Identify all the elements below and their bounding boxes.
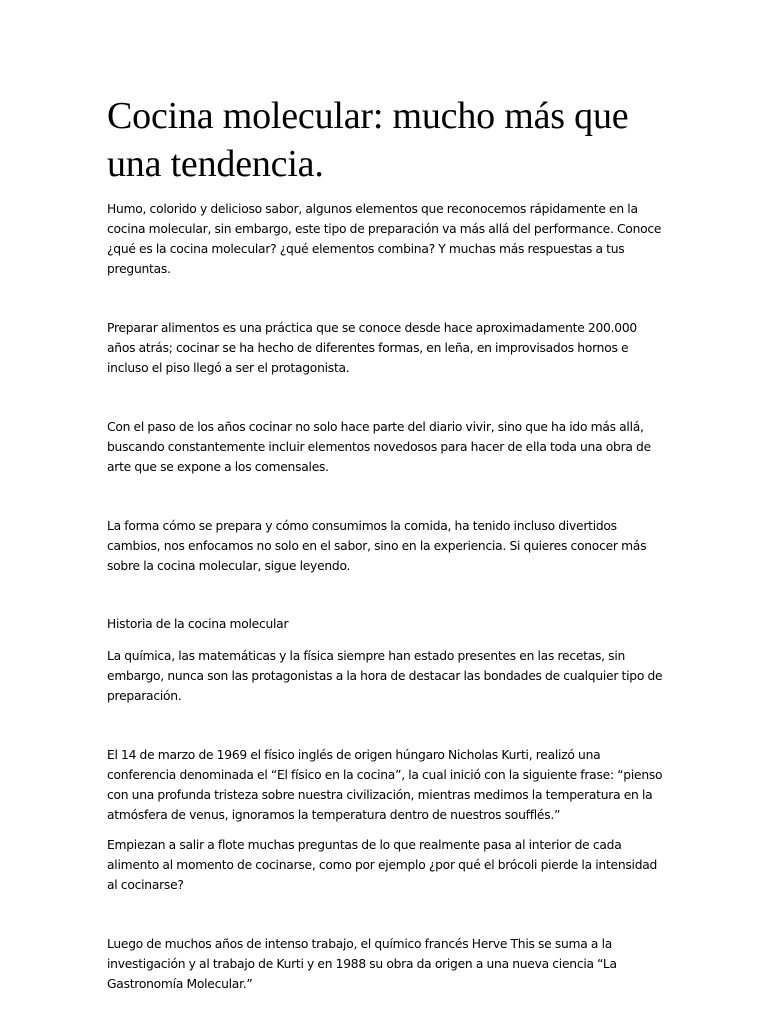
title-line-1: Cocina molecular: mucho más que — [107, 95, 629, 137]
section-heading-history: Historia de la cocina molecular — [107, 617, 289, 631]
paragraph-science-in-recipes: La química, las matemáticas y la física siempre han estado presentes en las recetas, sin embargo, nunca son las protagonistas a la hora de destacar las bondades de cualquier tipo de preparación. — [107, 649, 663, 703]
paragraph-kurti-conference: El 14 de marzo de 1969 el físico inglés de origen húngaro Nicholas Kurti, realizó una conferencia denominada el “El físico en la cocina”, la cual inició con la siguiente frase: “pienso con una profunda tristeza sobre nuestra civilización, mientras medimos la temperatura en la atmósfera de venus, ignoramos la temperatura dentro de nuestros soufflés.” — [107, 748, 663, 822]
document-title — [107, 92, 667, 188]
paragraph-experience: La forma cómo se prepara y cómo consumimos la comida, ha tenido incluso divertidos cambios, nos enfocamos no solo en el sabor, sino en la experiencia. Si quieres conocer más sobre la cocina molecular, sigue leyendo. — [107, 519, 647, 573]
title-line-2: una tendencia. — [107, 143, 324, 185]
paragraph-cooking-evolution: Con el paso de los años cocinar no solo hace parte del diario vivir, sino que ha ido más allá, buscando constantemente incluir elementos novedosos para hacer de ella toda una obra de arte que se expone a los comensales. — [107, 420, 651, 474]
paragraph-herve-this: Luego de muchos años de intenso trabajo, el químico francés Herve This se suma a la investigación y al trabajo de Kurti y en 1988 su obra da origen a una nueva ciencia “La Gastronomía Molecular.” — [107, 937, 617, 991]
intro-paragraph: Humo, colorido y delicioso sabor, algunos elementos que reconocemos rápidamente en la cocina molecular, sin embargo, este tipo de preparación va más allá del performance. Conoce ¿qué es la cocina molecular? ¿qué elementos combina? Y muchas más respuestas a tus preguntas. — [107, 202, 662, 276]
document-page — [107, 92, 667, 994]
paragraph-questions: Empiezan a salir a flote muchas preguntas de lo que realmente pasa al interior de cada alimento al momento de cocinarse, como por ejemplo ¿por qué el brócoli pierde la intensidad al cocinarse? — [107, 838, 658, 892]
paragraph-history-of-cooking: Preparar alimentos es una práctica que se conoce desde hace aproximadamente 200.000 años atrás; cocinar se ha hecho de diferentes formas, en leña, en improvisados hornos e incluso el piso llegó a ser el protagonista. — [107, 321, 637, 375]
